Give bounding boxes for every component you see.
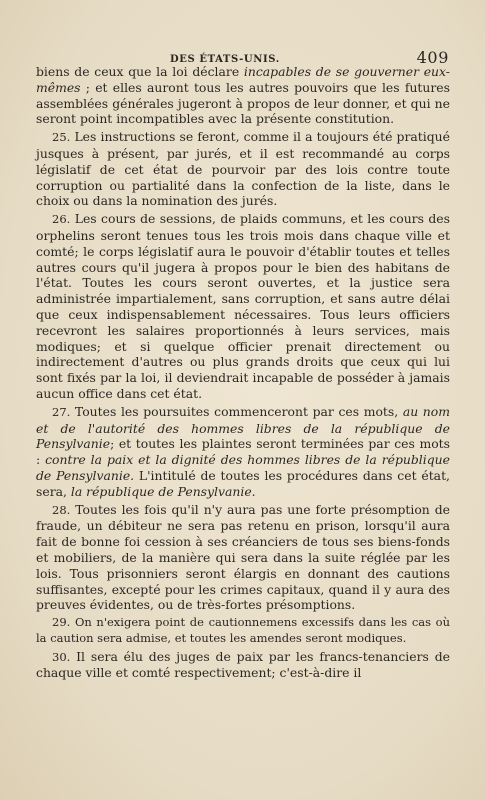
article-paragraph	[36, 502, 450, 614]
body-text	[36, 64, 450, 683]
article-number: 25.	[52, 130, 71, 145]
text-run: biens de ceux que la loi déclare	[36, 64, 244, 79]
italic-text: la république de Pensylvanie.	[70, 483, 256, 499]
text-run: L'intitulé de toutes les procédures dans cet état, sera,	[36, 467, 450, 499]
article-number: 27.	[52, 404, 71, 419]
article-paragraph	[36, 211, 450, 402]
running-head: DES ÉTATS-UNIS.	[170, 54, 280, 65]
page-number: 409	[416, 48, 449, 67]
article-paragraph	[36, 615, 450, 647]
article-paragraph	[36, 649, 450, 682]
text-run: ; et toutes les plaintes seront terminées par ces mots :	[36, 436, 450, 468]
text-run: Toutes les poursuites commenceront par ces mots,	[70, 403, 403, 419]
italic-text: au nom et de l'autorité des hommes libres de la république de Pensylvanie	[36, 403, 450, 452]
text-run: Les cours de sessions, de plaids communs, et les cours des orphelins seront tenues tous les trois mois dans chaque ville et comté; le corps législatif aura le pouvoir d'établir toutes et telles autres cours qu'il jugera à propos pour le bien des habitans de l'état. Toutes les cours seront ouvertes, et la justice sera administrée impartialement, sans corruption, et sans autre délai que ceux indispensablement nécessaires. Tous leurs officiers recevront les salaires proportionnés à leurs services, mais modiques; et si quelque officier prenait directement ou indirectement d'autres ou plus grands droits que ceux qui lui sont fixés par la loi, il deviendrait incapable de posséder à jamais aucun office dans cet état.	[36, 211, 450, 401]
article-number: 29.	[52, 615, 71, 630]
article-number: 30.	[52, 649, 71, 664]
text-run: Il sera élu des juges de paix par les francs-tenanciers de chaque ville et comté respectivement; c'est-à-dire il	[36, 648, 450, 681]
italic-text: contre la paix et la dignité des hommes libres de la république de Pensylvanie.	[36, 452, 450, 483]
italic-text: incapables de se gouverner eux-mêmes	[36, 64, 450, 95]
article-number: 28.	[52, 502, 71, 517]
text-run: On n'exigera point de cautionnemens excessifs dans les cas où la caution sera admise, et toutes les amendes seront modiques.	[36, 615, 450, 645]
article-paragraph	[36, 129, 450, 209]
article-paragraph	[36, 404, 450, 500]
article-number: 26.	[52, 212, 71, 227]
text-run: ; et elles auront tous les autres pouvoirs que les futures assemblées générales jugeront à propos de leur donner, et qui ne seront point incompatibles avec la présente constitution.	[36, 79, 450, 127]
text-run: Les instructions se feront, comme il a toujours été pratiqué jusques à présent, par jurés, et il est recommandé au corps législatif de cet état de pourvoir par des lois contre toute corruption ou partialité dans la confection de la liste, dans le choix ou dans la nomination des jurés.	[36, 129, 450, 209]
continued-paragraph	[36, 64, 450, 127]
text-run: Toutes les fois qu'il n'y aura pas une forte présomption de fraude, un débiteur ne sera pas retenu en prison, lorsqu'il aura fait de bonne foi cession à ses créanciers de tous ses biens-fonds et mobiliers, de la manière qui sera dans la suite réglée par les lois. Tous prisonniers seront élargis en donnant des cautions suffisantes, excepté pour les crimes capitaux, quand il y aura des preuves évidentes, ou de très-fortes présomptions.	[36, 501, 450, 613]
